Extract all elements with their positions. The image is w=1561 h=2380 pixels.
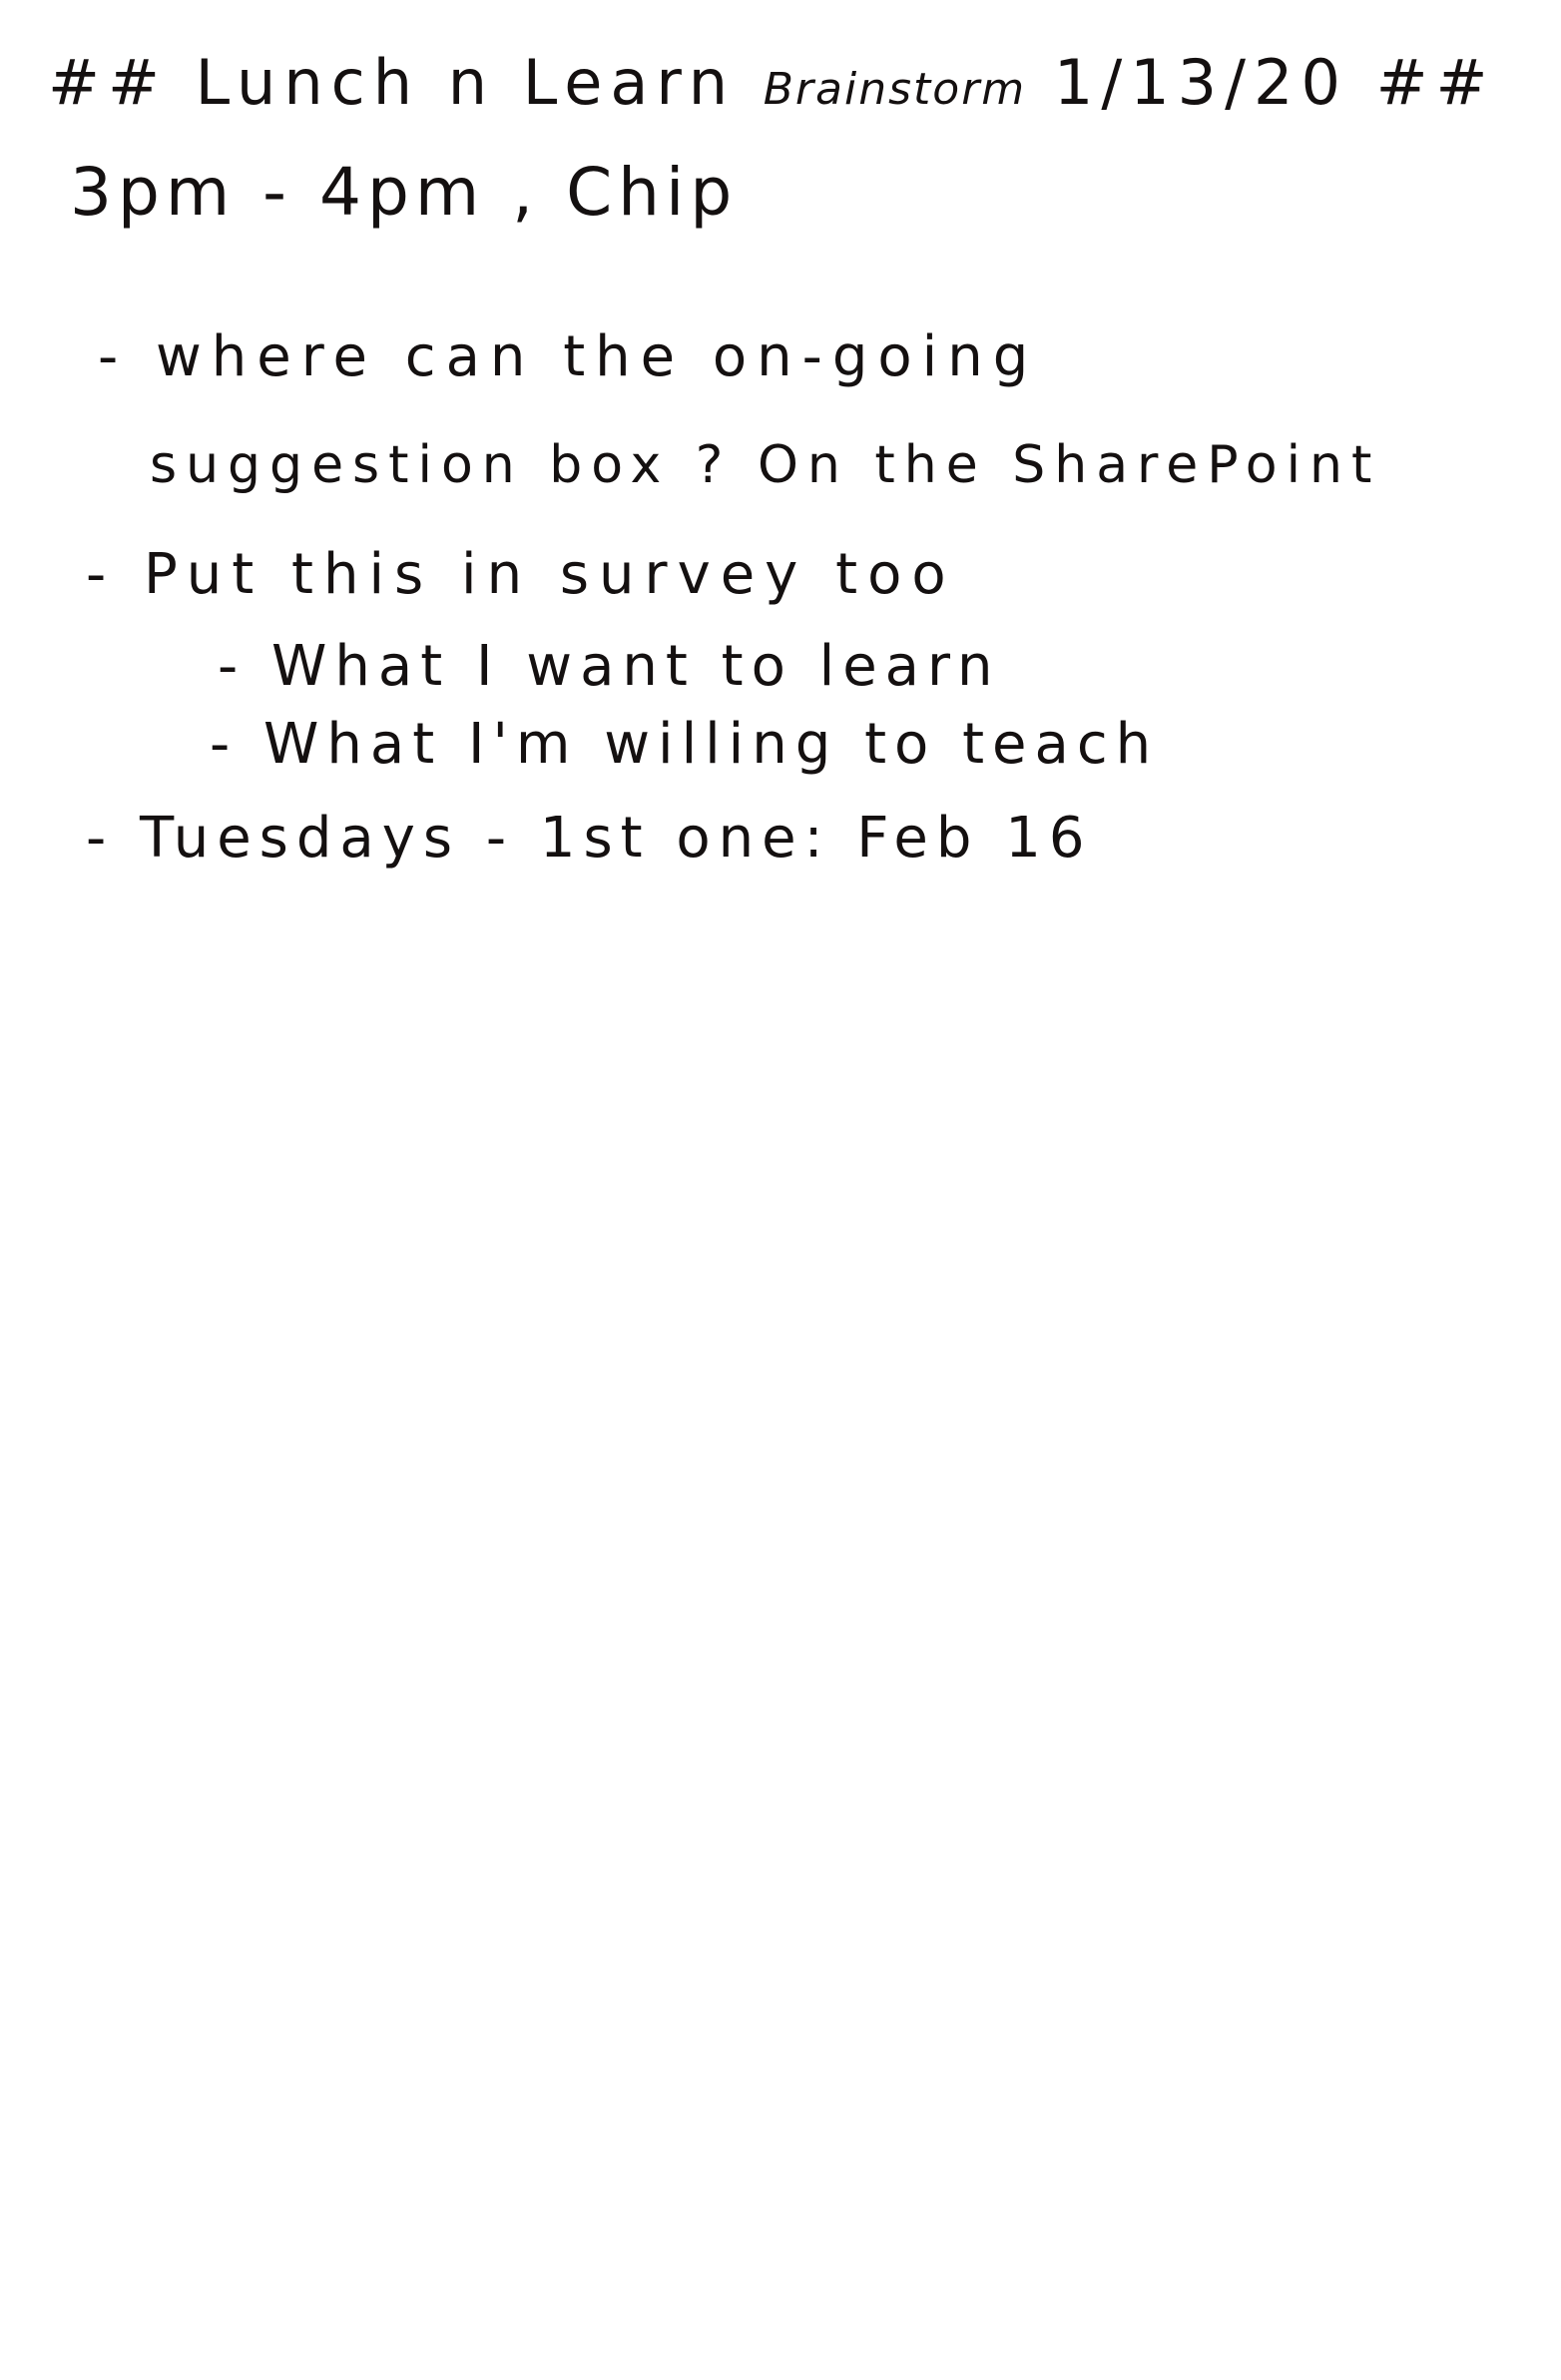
note-subitem: - What I want to learn <box>218 634 1001 699</box>
title-date: 1/13/20 <box>1053 46 1348 119</box>
note-title <box>48 46 1496 119</box>
title-prefix: ## Lunch n Learn <box>48 46 737 119</box>
title-brainstorm: Brainstorm <box>763 64 1027 115</box>
note-line: - Put this in survey too <box>86 542 956 607</box>
note-subitem: - What I'm willing to teach <box>210 712 1160 777</box>
time-and-owner: 3pm - 4pm , Chip <box>70 154 739 231</box>
title-suffix: ## <box>1375 46 1496 119</box>
note-line: - where can the on-going <box>98 324 1039 389</box>
note-line: - Tuesdays - 1st one: Feb 16 <box>86 806 1093 871</box>
note-line: suggestion box ? On the SharePoint <box>150 435 1381 495</box>
